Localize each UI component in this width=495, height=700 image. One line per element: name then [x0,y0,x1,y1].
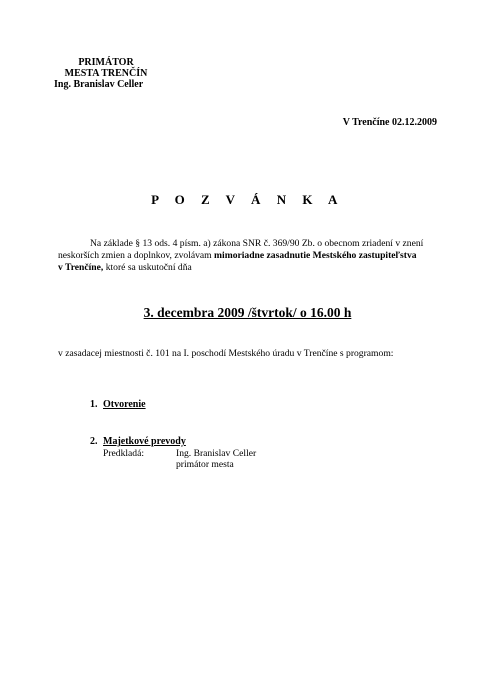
intro-emphasis-3: v Trenčíne, [58,262,104,273]
agenda-item [90,436,186,447]
presenter-block [103,448,256,470]
issuer-header [54,57,154,90]
issuer-city: MESTA TRENČÍN [64,68,148,79]
intro-text-2: neskorších zmien a doplnkov, zvolávam [58,250,215,261]
agenda-number: 1. [90,399,98,410]
issuer-title: PRIMÁTOR [78,57,134,68]
presenter-role: primátor mesta [176,459,234,470]
agenda-number: 2. [90,436,98,447]
document-title: P O Z V Á N K A [151,192,344,207]
intro-emphasis-2: mimoriadne zasadnutie Mestského zastupiteľstva [214,250,417,261]
presenter-name: Ing. Branislav Celler [176,448,257,459]
agenda-item [90,399,146,410]
intro-line-2 [58,250,438,262]
agenda-label: Majetkové prevody [103,436,186,447]
intro-paragraph [58,238,438,274]
intro-text-3: ktoré sa uskutoční dňa [103,262,192,273]
intro-line-1: Na základe § 13 ods. 4 písm. a) zákona SNR č. 369/90 Zb. o obecnom zriadení v znení [90,238,424,249]
presenter-label: Predkladá: [103,448,145,459]
meeting-date: 3. decembra 2009 /štvrtok/ o 16.00 h [143,305,352,320]
meeting-location: v zasadacej miestnosti č. 101 na I. poschodí Mestského úradu v Trenčíne s programom: [58,348,394,359]
place-date: V Trenčíne 02.12.2009 [342,117,437,128]
agenda-label: Otvorenie [103,399,146,410]
issuer-name: Ing. Branislav Celler [54,79,144,90]
intro-line-3 [58,262,438,274]
